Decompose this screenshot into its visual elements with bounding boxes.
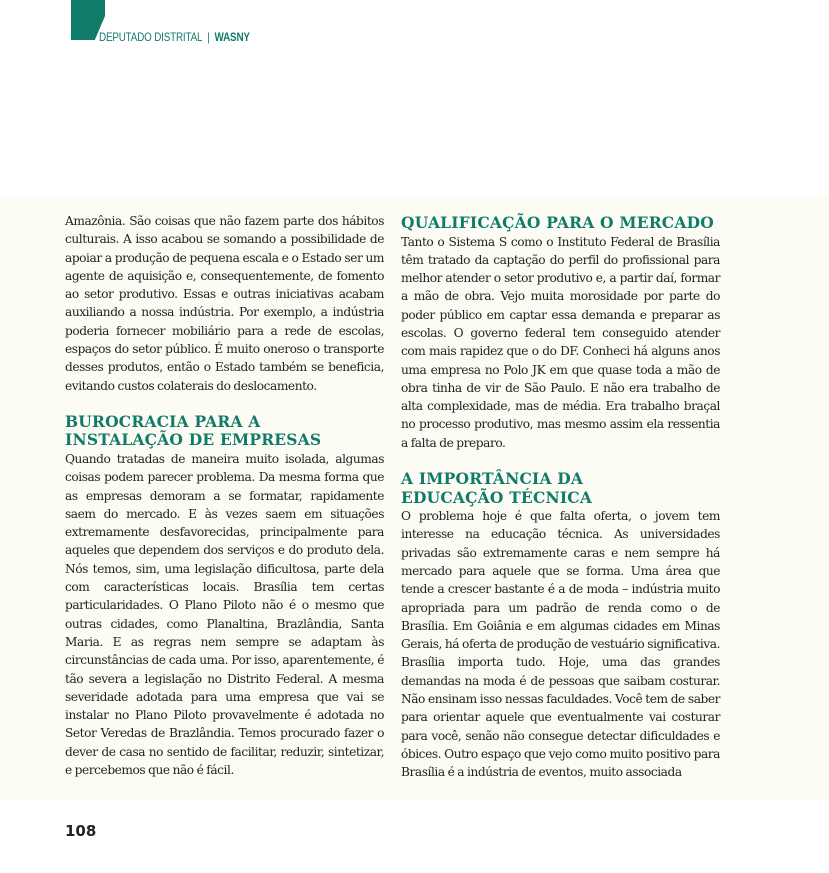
left-column	[65, 212, 384, 779]
section-heading-educacao-line1: A IMPORTÂNCIA DA	[401, 469, 584, 489]
running-head-section: DEPUTADO DISTRITAL	[99, 30, 203, 44]
left-section-paragraph: Quando tratadas de maneira muito isolada, algumas coisas podem parecer problema. Da mesma forma que as empresas demoram a se formatar, rapidamente saem do mercado. E às vezes saem em situações extremamente desfavorecidas, principalmente para aqueles que dependem dos serviços e do produto dela. Nós temos, sim, uma legislação dificultosa, parte dela com características locais. Brasília tem certas particularidades. O Plano Piloto não é o mesmo que outras cidades, como Planaltina, Brazlândia, Santa Maria. E as regras nem sempre se adaptam às circunstâncias de cada uma. Por isso, aparentemente, é tão severa a legislação no Distrito Federal. A mesma severidade adotada para uma empresa que vai se instalar no Plano Piloto provavelmente é adotada no Setor Veredas de Brazlândia. Temos procurado fazer o dever de casa no sentido de facilitar, reduzir, sintetizar, e percebemos que não é fácil.	[65, 451, 384, 778]
section-heading-burocracia-line1: BUROCRACIA PARA A	[65, 411, 261, 431]
left-intro-paragraph: Amazônia. São coisas que não fazem parte dos hábitos culturais. A isso acabou se somando a possibilidade de apoiar a produção de pequena escala e o Estado ser um agente de aquisição e, consequentemente, de fomento ao setor produtivo. Essas e outras iniciativas acabam auxiliando a nossa indústria. Por exemplo, a indústria poderia fornecer mobiliário para a rede de escolas, espaços do setor público. É muito oneroso o transporte desses produtos, então o Estado também se beneficia, evitando custos colaterais do deslocamento.	[65, 214, 384, 393]
right-paragraph-qualificacao: Tanto o Sistema S como o Instituto Federal de Brasília têm tratado da captação do perfil do profissional para melhor atender o setor produtivo e, a partir daí, formar a mão de obra. Vejo muita morosidade por parte do poder público em captar essa demanda e preparar as escolas. O governo federal tem conseguido atender com mais rapidez que o do DF. Conheci há alguns anos uma empresa no Polo JK em que quase toda a mão de obra tinha de vir de São Paulo. E não era trabalho de alta complexidade, mas de média. Era trabalho braçal no processo produtivo, mas mesmo assim ela ressentia a falta de preparo.	[401, 234, 720, 450]
running-head-separator: |	[207, 30, 210, 44]
section-heading-qualificacao: QUALIFICAÇÃO PARA O MERCADO	[401, 213, 714, 232]
section-heading-burocracia	[65, 413, 384, 450]
page-number: 108	[65, 822, 97, 840]
running-head-name: WASNY	[214, 30, 250, 44]
right-paragraph-educacao: O problema hoje é que falta oferta, o jovem tem interesse na educação técnica. As universidades privadas são extremamente caras e nem sempre há mercado para aquele que se forma. Uma área que tende a crescer bastante é a de moda – indústria muito apropriada para um padrão de renda como o de Brasília. Em Goiânia e em algumas cidades em Minas Gerais, há oferta de produção de vestuário significativa. Brasília importa tudo. Hoje, uma das grandes demandas na moda é de pessoas que saibam costurar. Não ensinam isso nessas faculdades. Você tem de saber para orientar aquele que eventualmente vai costurar para você, senão não consegue detectar dificuldades e óbices. Outro espaço que vejo como muito positivo para Brasília é a indústria de eventos, muito associada	[401, 509, 720, 780]
running-head	[99, 30, 250, 44]
section-heading-educacao-tecnica	[401, 470, 720, 507]
section-heading-burocracia-line2: INSTALAÇÃO DE EMPRESAS	[65, 430, 322, 450]
section-heading-educacao-line2: EDUCAÇÃO TÉCNICA	[401, 487, 593, 507]
right-column	[401, 214, 720, 782]
